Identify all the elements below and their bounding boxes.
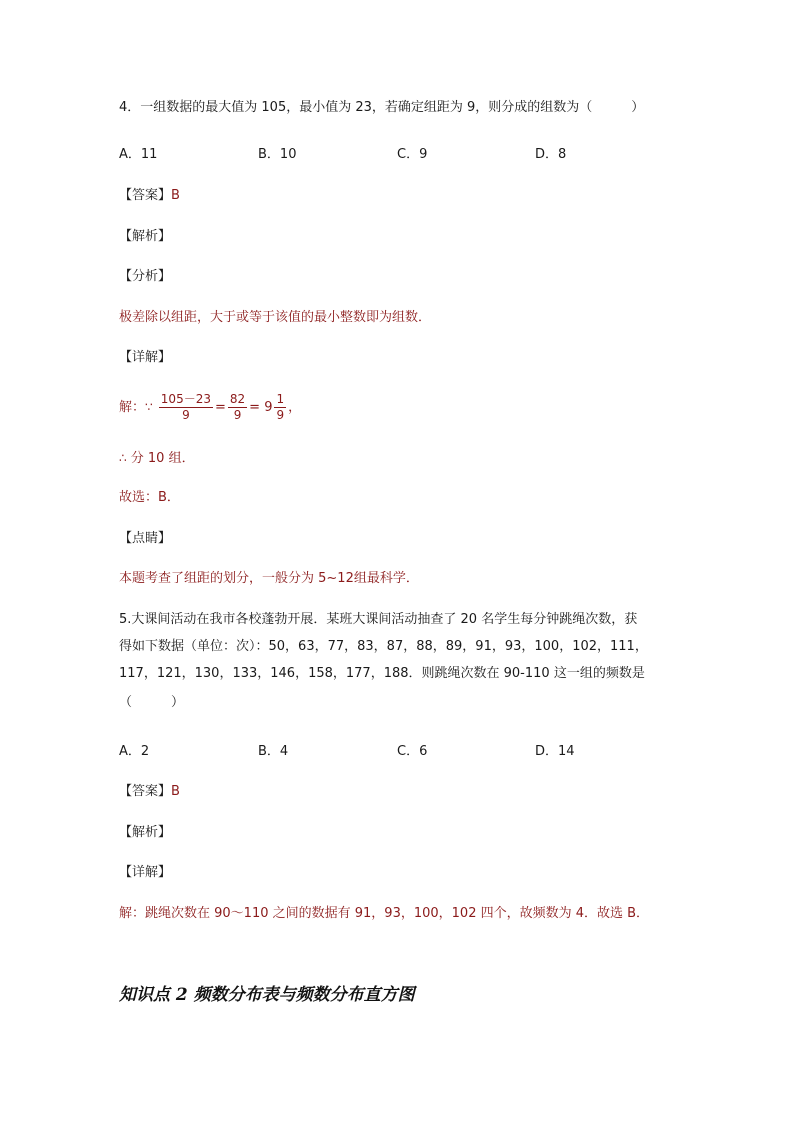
answer-label: 【答案】 [119, 188, 172, 203]
q4-dianjing-label: 【点睛】 [119, 531, 172, 546]
q4-solution-formula [119, 390, 301, 425]
fraction-1 [159, 392, 213, 423]
formula-comma: ， [288, 400, 302, 415]
fraction-1-denominator: 9 [182, 408, 190, 422]
fraction-3-denominator: 9 [276, 408, 285, 422]
fraction-2-numerator: 82 [229, 392, 246, 406]
q4-jiexi-label: 【解析】 [119, 229, 172, 244]
q4-option-a: A．11 [119, 147, 158, 162]
q4-fenxi-text: 极差除以组距，大于或等于该值的最小整数即为组数． [119, 310, 432, 325]
answer-label: 【答案】 [119, 784, 172, 799]
fraction-3-numerator: 1 [276, 392, 285, 406]
q5-solution: 解：跳绳次数在 90～110 之间的数据有 91，93，100，102 四个，故频数为 4．故选 B． [119, 906, 650, 921]
q5-answer [119, 783, 180, 801]
equals-2: = 9 [249, 400, 273, 415]
q5-stem-line-1: 5.大课间活动在我市各校蓬勃开展．某班大课间活动抽查了 20 名学生每分钟跳绳次数，获 [119, 612, 638, 627]
fraction-2-denominator: 9 [233, 408, 242, 422]
solution-prefix: 解： [119, 400, 146, 415]
because-symbol: ∵ [145, 400, 153, 414]
section-heading: 知识点 2 频数分布表与频数分布直方图 [119, 985, 415, 1005]
fraction-3 [274, 392, 286, 423]
therefore-symbol: ∴ [119, 451, 127, 465]
q4-choose: 故选：B． [119, 490, 180, 505]
q4-option-c: C．9 [397, 147, 428, 162]
q5-xiangjie-label: 【详解】 [119, 865, 172, 880]
q5-option-a: A．2 [119, 744, 150, 759]
answer-value: B [171, 784, 180, 799]
q5-stem-line-4: （ ） [119, 695, 185, 710]
answer-value: B [171, 188, 180, 203]
q4-option-d: D．8 [535, 147, 567, 162]
q4-conclusion [119, 449, 195, 468]
fraction-1-numerator: 105－23 [160, 392, 211, 406]
q4-stem: 4．一组数据的最大值为 105，最小值为 23，若确定组距为 9，则分成的组数为（ ） [119, 100, 645, 115]
conclusion-text: 分 10 组． [130, 451, 195, 466]
equals-1: = [214, 400, 226, 415]
q4-xiangjie-label: 【详解】 [119, 350, 172, 365]
q5-option-d: D．14 [535, 744, 575, 759]
q4-dianjing-text: 本题考查了组距的划分，一般分为 5~12组最科学． [119, 571, 419, 586]
q5-stem-line-2: 得如下数据（单位：次）：50，63，77，83，87，88，89，91，93，100，102，111， [119, 639, 648, 654]
fraction-2 [228, 392, 247, 423]
q5-option-b: B．4 [258, 744, 289, 759]
q4-fenxi-label: 【分析】 [119, 269, 172, 284]
q5-option-c: C．6 [397, 744, 428, 759]
q4-answer [119, 187, 180, 205]
q5-stem-line-3: 117，121，130，133，146，158，177，188．则跳绳次数在 90-110 这一组的频数是 [119, 666, 645, 681]
q5-jiexi-label: 【解析】 [119, 825, 172, 840]
q4-option-b: B．10 [258, 147, 297, 162]
